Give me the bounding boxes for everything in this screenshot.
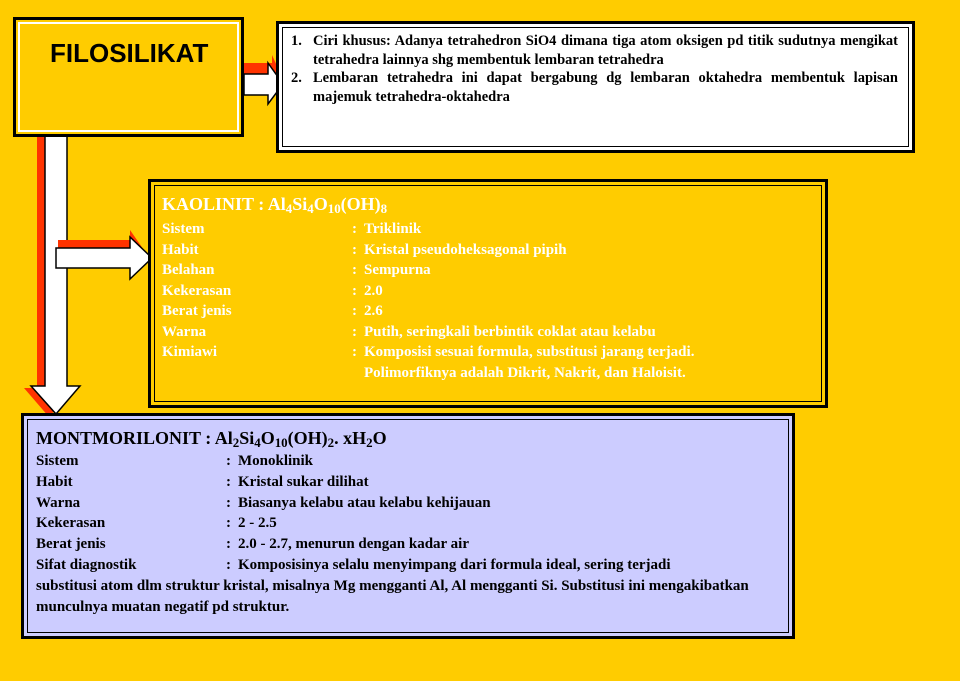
- montmorilonit-formula: $Al_2Si_4O_{10}(OH)_2$. $xH_2O$: [214, 428, 387, 451]
- montmorilonit-property-row: [36, 513, 778, 534]
- intro-item-number: 2.: [291, 70, 302, 87]
- kaolinit-property-label: Kekerasan: [162, 282, 232, 299]
- intro-item-number: 1.: [291, 33, 302, 49]
- kaolinit-property-row: [162, 322, 815, 343]
- kaolinit-formula-separator: :: [253, 194, 268, 214]
- colon-separator: :: [352, 303, 357, 319]
- colon-separator: :: [226, 515, 231, 532]
- colon-separator: :: [352, 282, 357, 299]
- montmorilonit-property-value: Komposisinya selalu menyimpang dari formula ideal, sering terjadi: [238, 556, 671, 573]
- kaolinit-name: KAOLINIT: [162, 194, 254, 214]
- colon-separator: :: [226, 453, 231, 469]
- arrow-to-kaolinit: [56, 230, 152, 279]
- montmorilonit-property-label: Sistem: [36, 453, 79, 469]
- kaolinit-property-row: [162, 260, 815, 281]
- kaolinit-extra: Polimorfiknya adalah Dikrit, Nakrit, dan Haloisit.: [364, 364, 686, 381]
- montmorilonit-formula-separator: :: [200, 428, 215, 448]
- kaolinit-property-label: Berat jenis: [162, 303, 232, 319]
- montmorilonit-property-value: 2.0 - 2.7, menurun dengan kadar air: [238, 536, 470, 553]
- montmorilonit-property-value: Monoklinik: [238, 453, 314, 469]
- montmorilonit-property-label: Warna: [36, 494, 81, 511]
- intro-item-text: Ciri khusus: Adanya tetrahedron SiO4 dimana tiga atom oksigen pd titik sudutnya mengikat tetrahedra lainnya shg membentuk lembaran tetrahedra: [313, 33, 898, 68]
- montmorilonit-continuation: substitusi atom dlm struktur kristal, misalnya Mg mengganti Al, Al mengganti Si. Substitusi ini mengakibatkan munculnya muatan negatif pd struktur.: [36, 577, 749, 615]
- colon-separator: :: [226, 536, 231, 553]
- kaolinit-property-value: Triklinik: [364, 221, 422, 237]
- kaolinit-property-value: 2.0: [364, 282, 383, 299]
- page-title: FILOSILIKAT: [50, 38, 209, 68]
- kaolinit-property-label: Belahan: [162, 262, 215, 278]
- montmorilonit-property-label: Kekerasan: [36, 515, 106, 532]
- montmorilonit-properties: [36, 451, 778, 576]
- kaolinit-property-row: [162, 301, 815, 322]
- colon-separator: :: [226, 494, 231, 511]
- kaolinit-property-label: Sistem: [162, 221, 205, 237]
- intro-box: [276, 21, 915, 153]
- intro-list: [291, 32, 898, 106]
- kaolinit-formula: $Al_4Si_4O_{10}(OH)_8$: [267, 194, 388, 217]
- montmorilonit-property-value: 2 - 2.5: [238, 515, 277, 532]
- title-box: [13, 17, 244, 137]
- colon-separator: :: [352, 344, 357, 360]
- intro-item: [291, 69, 898, 106]
- montmorilonit-name: MONTMORILONIT: [36, 428, 201, 448]
- kaolinit-property-row: [162, 219, 815, 240]
- intro-item: [291, 32, 898, 69]
- kaolinit-property-value: Sempurna: [364, 262, 431, 278]
- montmorilonit-property-label: Sifat diagnostik: [36, 556, 137, 573]
- kaolinit-property-row: [162, 240, 815, 261]
- kaolinit-property-value: 2.6: [364, 303, 383, 319]
- kaolinit-property-value: Komposisi sesuai formula, substitusi jarang terjadi.: [364, 344, 695, 360]
- intro-item-text: Lembaran tetrahedra ini dapat bergabung dg lembaran oktahedra membentuk lapisan majemuk tetrahedra-oktahedra: [313, 70, 898, 105]
- colon-separator: :: [226, 473, 231, 490]
- kaolinit-property-row: [162, 281, 815, 302]
- kaolinit-box: [148, 179, 828, 408]
- montmorilonit-property-value: Kristal sukar dilihat: [238, 473, 369, 490]
- montmorilonit-heading: [36, 427, 778, 449]
- montmorilonit-property-row: [36, 555, 778, 576]
- colon-separator: :: [352, 241, 357, 258]
- vertical-arrow: [24, 97, 80, 417]
- colon-separator: :: [226, 556, 231, 573]
- montmorilonit-property-row: [36, 534, 778, 555]
- kaolinit-properties: [162, 219, 815, 363]
- kaolinit-property-value: Putih, seringkali berbintik coklat atau kelabu: [364, 323, 656, 340]
- kaolinit-property-value: Kristal pseudoheksagonal pipih: [364, 241, 567, 258]
- colon-separator: :: [352, 221, 357, 237]
- montmorilonit-property-label: Berat jenis: [36, 536, 106, 553]
- kaolinit-property-label: Kimiawi: [162, 344, 217, 360]
- montmorilonit-property-value: Biasanya kelabu atau kelabu kehijauan: [238, 494, 491, 511]
- colon-separator: :: [352, 323, 357, 340]
- montmorilonit-box: [21, 413, 795, 639]
- montmorilonit-property-label: Habit: [36, 473, 73, 490]
- kaolinit-property-row: [162, 342, 815, 363]
- kaolinit-property-label: Habit: [162, 241, 199, 258]
- kaolinit-property-label: Warna: [162, 323, 207, 340]
- kaolinit-heading: [162, 193, 815, 215]
- montmorilonit-property-row: [36, 493, 778, 514]
- montmorilonit-property-row: [36, 472, 778, 493]
- montmorilonit-property-row: [36, 451, 778, 472]
- colon-separator: :: [352, 262, 357, 278]
